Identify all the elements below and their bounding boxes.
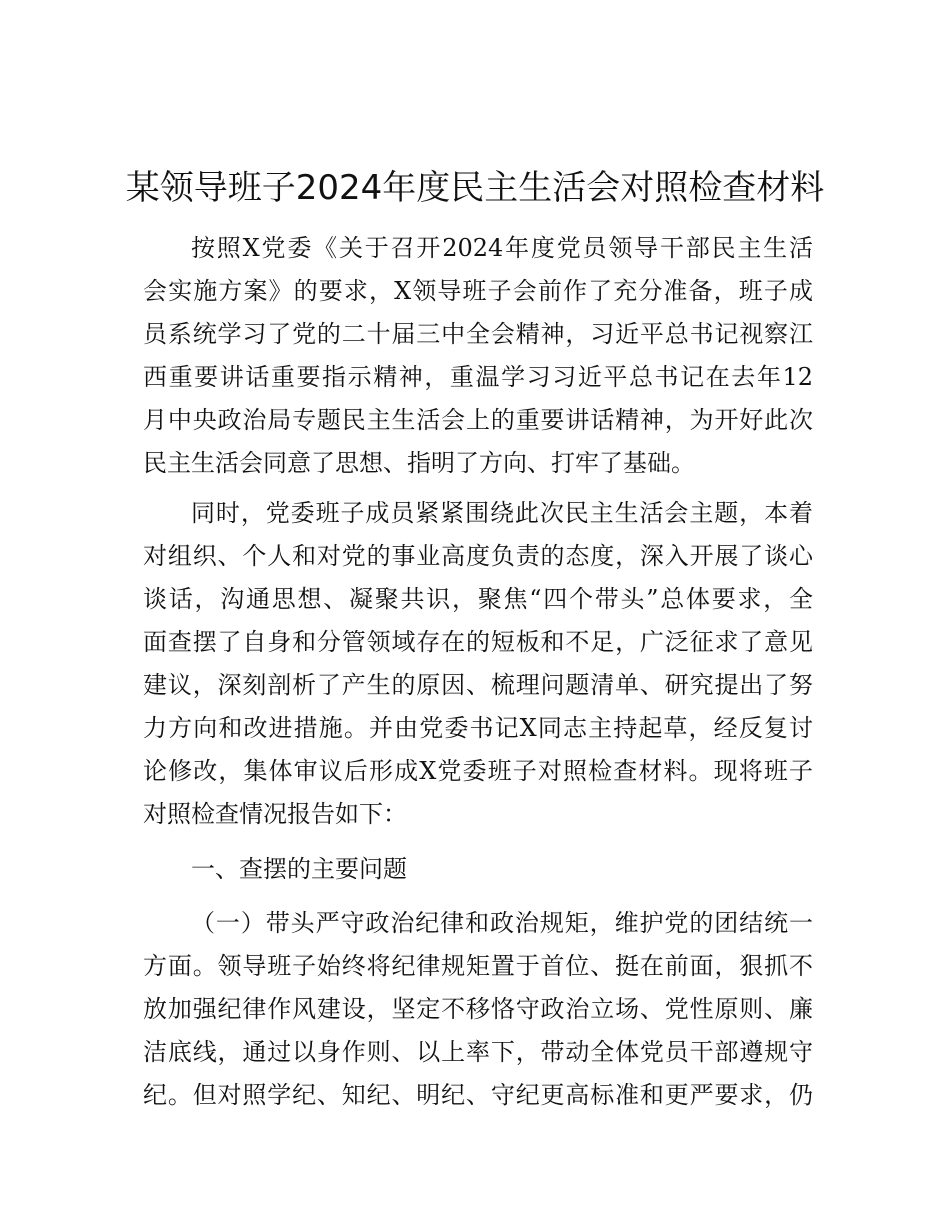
paragraph-3-line: 方面。领导班子始终将纪律规矩置于首位、挺在前面，狠抓不 xyxy=(143,952,813,980)
paragraph-3-line: 洁底线，通过以身作则、以上率下，带动全体党员干部遵规守 xyxy=(143,1038,813,1066)
paragraph-1-line: 员系统学习了党的二十届三中全会精神，习近平总书记视察江 xyxy=(143,320,813,348)
paragraph-2-line: 谈话，沟通思想、凝聚共识，聚焦“四个带头”总体要求，全 xyxy=(143,585,813,613)
document-title: 某领导班子2024年度民主生活会对照检查材料 xyxy=(125,168,825,208)
paragraph-1 xyxy=(143,227,813,485)
paragraph-3-line: （一）带头严守政治纪律和政治规矩，维护党的团结统一 xyxy=(191,909,813,937)
paragraph-2 xyxy=(143,492,813,836)
paragraph-2-line: 对组织、个人和对党的事业高度负责的态度，深入开展了谈心 xyxy=(143,542,813,570)
paragraph-1-line: 按照X党委《关于召开2024年度党员领导干部民主生活 xyxy=(191,234,813,262)
paragraph-1-line: 会实施方案》的要求，X领导班子会前作了充分准备，班子成 xyxy=(143,277,813,305)
paragraph-2-line: 对照检查情况报告如下： xyxy=(143,800,407,828)
paragraph-2-line: 论修改，集体审议后形成X党委班子对照检查材料。现将班子 xyxy=(143,757,813,785)
paragraph-3-line: 纪。但对照学纪、知纪、明纪、守纪更高标准和更严要求，仍 xyxy=(143,1081,813,1109)
paragraph-1-line: 月中央政治局专题民主生活会上的重要讲话精神，为开好此次 xyxy=(143,406,813,434)
paragraph-3 xyxy=(143,902,813,1117)
section-heading: 一、查摆的主要问题 xyxy=(191,855,407,883)
paragraph-3-line: 放加强纪律作风建设，坚定不移恪守政治立场、党性原则、廉 xyxy=(143,995,813,1023)
paragraph-2-line: 力方向和改进措施。并由党委书记X同志主持起草，经反复讨 xyxy=(143,714,813,742)
paragraph-2-line: 同时，党委班子成员紧紧围绕此次民主生活会主题，本着 xyxy=(191,499,813,527)
paragraph-2-line: 建议，深刻剖析了产生的原因、梳理问题清单、研究提出了努 xyxy=(143,671,813,699)
paragraph-1-line: 民主生活会同意了思想、指明了方向、打牢了基础。 xyxy=(143,449,695,477)
paragraph-1-line: 西重要讲话重要指示精神，重温学习习近平总书记在去年12 xyxy=(143,363,813,391)
paragraph-2-line: 面查摆了自身和分管领域存在的短板和不足，广泛征求了意见 xyxy=(143,628,813,656)
